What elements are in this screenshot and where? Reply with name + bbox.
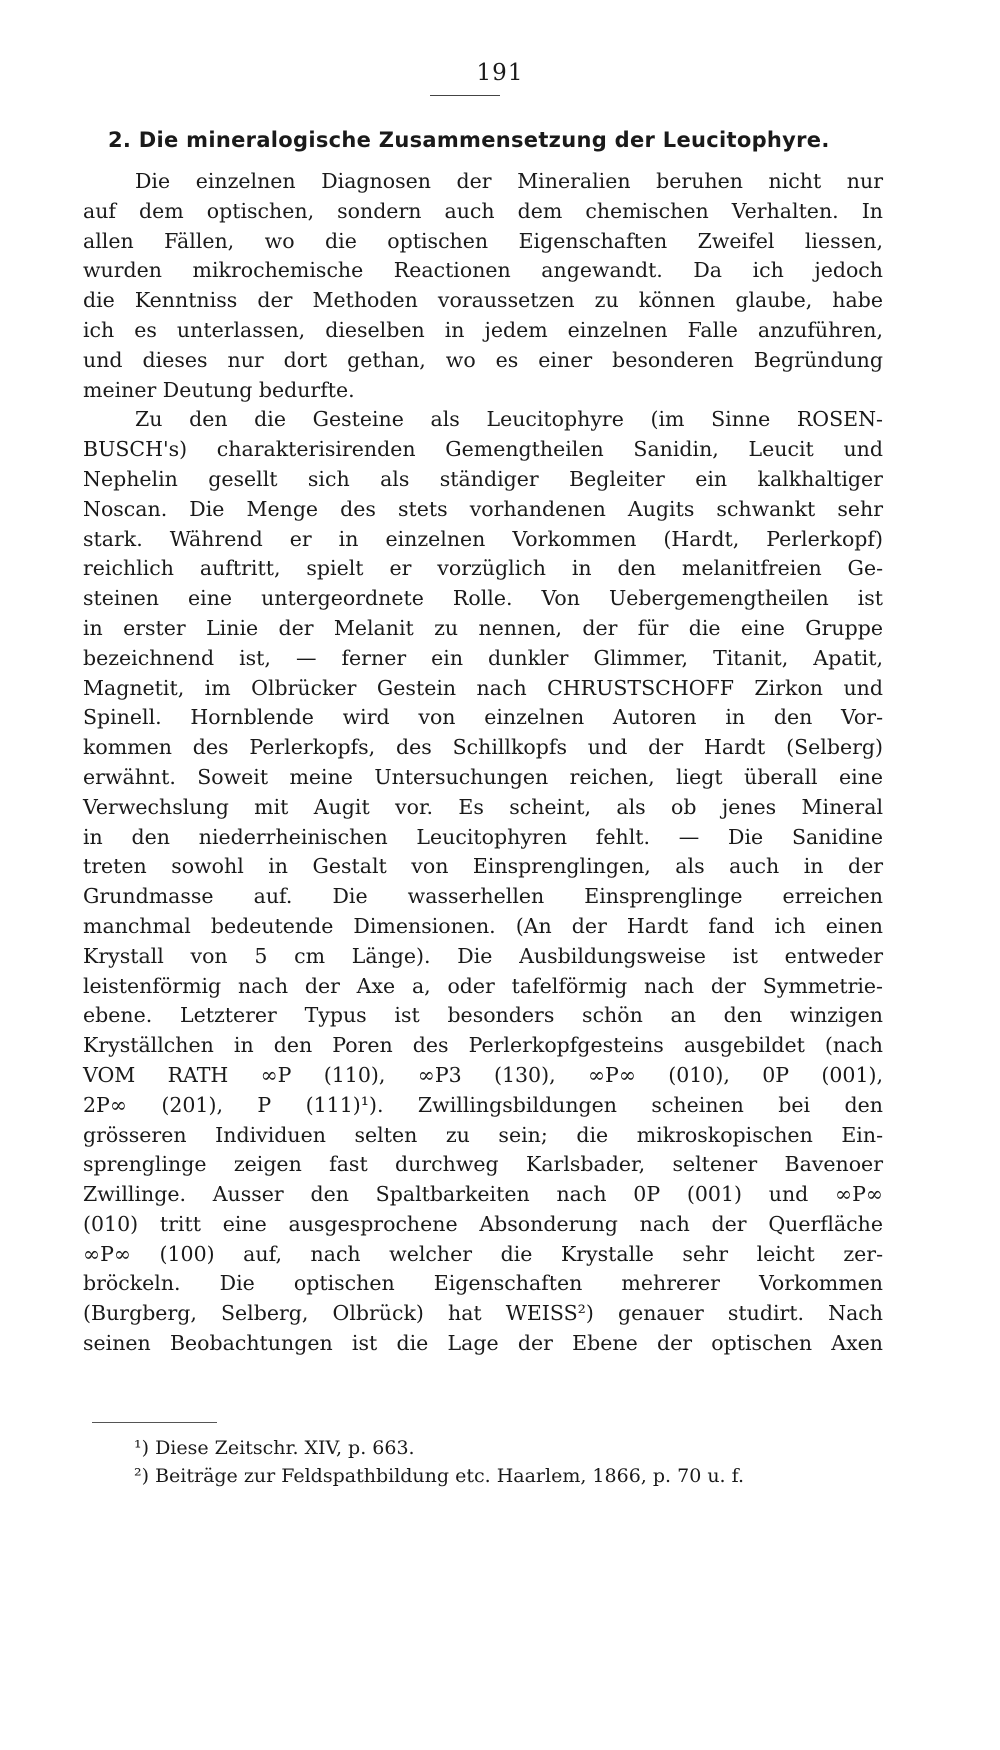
text-line: Noscan. Die Menge des stets vorhandenen Augits schwankt sehr: [83, 496, 883, 521]
text-line: allen Fällen, wo die optischen Eigenschaften Zweifel liessen,: [83, 228, 883, 253]
text-line: kommen des Perlerkopfs, des Schillkopfs und der Hardt (Selberg): [83, 735, 883, 760]
text-line: Kryställchen in den Poren des Perlerkopfgesteins ausgebildet (nach: [83, 1033, 883, 1058]
text-line: VOM RATH ∞P (110), ∞P3 (130), ∞P∞ (010), 0P (001),: [83, 1062, 883, 1087]
text-line: sprenglinge zeigen fast durchweg Karlsbader, seltener Bavenoer: [83, 1152, 883, 1177]
text-line: manchmal bedeutende Dimensionen. (An der Hardt fand ich einen: [83, 913, 883, 938]
text-line: Die einzelnen Diagnosen der Mineralien beruhen nicht nur: [135, 169, 883, 193]
text-line: bröckeln. Die optischen Eigenschaften mehrerer Vorkommen: [83, 1271, 883, 1296]
footnote: ¹) Diese Zeitschr. XIV, p. 663.: [134, 1437, 415, 1459]
text-line: (Burgberg, Selberg, Olbrück) hat WEISS²) genauer studirt. Nach: [83, 1301, 883, 1326]
text-line: ich es unterlassen, dieselben in jedem einzelnen Falle anzuführen,: [83, 317, 883, 342]
text-line: 2P∞ (201), P (111)¹). Zwillingsbildungen scheinen bei den: [83, 1092, 883, 1117]
text-line: und dieses nur dort gethan, wo es einer besonderen Begründung: [83, 347, 883, 372]
page-number: 191: [476, 60, 524, 86]
section-heading: 2. Die mineralogische Zusammensetzung der Leucitophyre.: [108, 128, 830, 152]
text-line: ∞P∞ (100) auf, nach welcher die Krystalle sehr leicht zer-: [83, 1241, 883, 1266]
text-line: seinen Beobachtungen ist die Lage der Ebene der optischen Axen: [83, 1331, 883, 1356]
text-line: auf dem optischen, sondern auch dem chemischen Verhalten. In: [83, 198, 883, 223]
text-line: erwähnt. Soweit meine Untersuchungen reichen, liegt überall eine: [83, 764, 883, 789]
text-line: Zwillinge. Ausser den Spaltbarkeiten nach 0P (001) und ∞P∞: [83, 1182, 883, 1207]
footnotes: [134, 1434, 894, 1490]
text-line: Verwechslung mit Augit vor. Es scheint, als ob jenes Mineral: [83, 794, 883, 819]
text-line: ebene. Letzterer Typus ist besonders schön an den winzigen: [83, 1003, 883, 1028]
text-line: stark. Während er in einzelnen Vorkommen (Hardt, Perlerkopf): [83, 526, 883, 551]
text-line: Grundmasse auf. Die wasserhellen Einsprenglinge erreichen: [83, 884, 883, 909]
text-line: Magnetit, im Olbrücker Gestein nach CHRUSTSCHOFF Zirkon und: [83, 675, 883, 700]
text-line: Spinell. Hornblende wird von einzelnen Autoren in den Vor-: [83, 705, 883, 730]
body-text: [83, 167, 883, 1359]
footnote: ²) Beiträge zur Feldspathbildung etc. Haarlem, 1866, p. 70 u. f.: [134, 1465, 745, 1487]
text-line: in erster Linie der Melanit zu nennen, der für die eine Gruppe: [83, 615, 883, 640]
text-line: treten sowohl in Gestalt von Einsprenglingen, als auch in der: [83, 854, 883, 879]
text-line: meiner Deutung bedurfte.: [83, 377, 355, 402]
text-line: reichlich auftritt, spielt er vorzüglich in den melanitfreien Ge-: [83, 556, 883, 581]
text-line: leistenförmig nach der Axe a, oder tafelförmig nach der Symmetrie-: [83, 973, 883, 998]
text-line: bezeichnend ist, — ferner ein dunkler Glimmer, Titanit, Apatit,: [83, 645, 883, 670]
text-line: grösseren Individuen selten zu sein; die mikroskopischen Ein-: [83, 1122, 883, 1147]
page-number-rule: [430, 95, 500, 96]
text-line: BUSCH's) charakterisirenden Gemengtheilen Sanidin, Leucit und: [83, 437, 883, 462]
text-line: wurden mikrochemische Reactionen angewandt. Da ich jedoch: [83, 258, 883, 283]
text-line: Zu den die Gesteine als Leucitophyre (im Sinne ROSEN-: [135, 407, 883, 432]
text-line: (010) tritt eine ausgesprochene Absonderung nach der Querfläche: [83, 1211, 883, 1236]
text-line: Krystall von 5 cm Länge). Die Ausbildungsweise ist entweder: [83, 943, 883, 968]
text-line: die Kenntniss der Methoden voraussetzen zu können glaube, habe: [83, 288, 883, 313]
text-line: steinen eine untergeordnete Rolle. Von Uebergemengtheilen ist: [83, 586, 883, 611]
text-line: in den niederrheinischen Leucitophyren fehlt. — Die Sanidine: [83, 824, 883, 849]
footnote-rule: [92, 1422, 217, 1423]
text-line: Nephelin gesellt sich als ständiger Begleiter ein kalkhaltiger: [83, 466, 883, 491]
